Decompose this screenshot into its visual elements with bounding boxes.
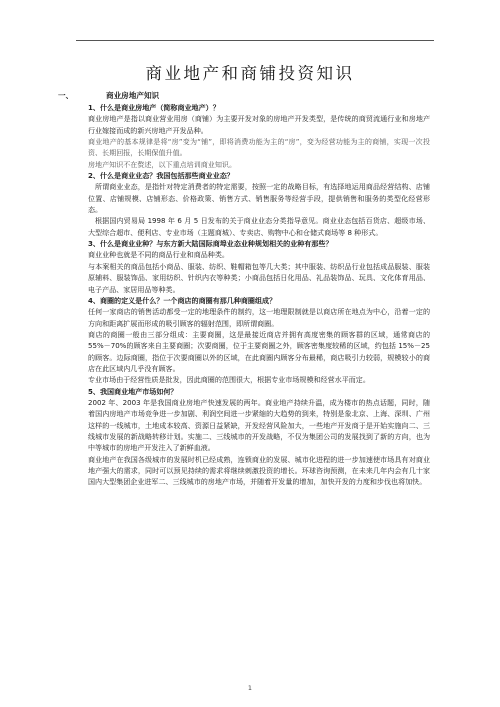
question-heading: 3、什么是商业业种？与东方新大陆国际商埠业态业种规划相关的业种有那些？: [88, 239, 333, 249]
section-title: 商业房地产知识: [106, 91, 160, 100]
document-body: [88, 102, 430, 488]
document-title: 商业地产和商铺投资知识: [145, 64, 355, 83]
body-paragraph: 商业地产的基本规律是将“房”变为“铺”，即将消费功能为主的“房”，变为经营功能为主的商铺，实现一次投资、长期回报，长期保值升值。: [88, 137, 430, 158]
section-number: 一、: [58, 91, 74, 100]
body-paragraph: 根据国内贸易局 1998 年 6 月 5 日发布的关于商业业态分类指导意见。商业业态包括百货店、超级市场、大型综合超市、便利店、专业市场（主题商城）、专卖店、购物中心和仓储式商场等 8 种形式。: [88, 216, 430, 237]
body-paragraph: 所谓商业业态，是指针对特定消费者的特定需要，按照一定的战略目标，有选择地运用商品经营结构、店铺位置、店铺规模、店铺形态、价格政策、销售方式、销售服务等经营手段，提供销售和服务的类型化经营形态。: [88, 182, 430, 215]
page-number: 1: [247, 684, 253, 692]
body-paragraph: 商店的商圈一般由三部分组成：主要商圈，这是最接近商店并拥有高度密集的顾客群的区域，通常商店的 55%－70%的顾客来自主要商圈；次要商圈，位于主要商圈之外，顾客密集度较稀的区域，约包括 15%－25 的顾客。边际商圈，指位于次要商圈以外的区域，在此商圈内顾客分布最稀，商店吸引力较弱，规模较小的商店在此区域内几乎没有顾客。: [88, 329, 430, 373]
header-rule: [76, 40, 434, 41]
body-paragraph: 商业房地产是指以商业营业用房（商铺）为主要开发对象的房地产开发类型，是传统的商贸流通行业和房地产行业嫁接而成的新兴房地产开发品种。: [88, 114, 430, 135]
body-paragraph: 商业地产在我国各级城市的发展时机已经成熟，连锁商业的发展、城市化进程的进一步加速使市场具有对商业地产强大的需求，同时可以预见持续的需求将继续刺激投资的增长。环球咨询预测，在未来几年内会有几十家国内大型集团企业进军二、三线城市的房地产市场，并随着开发量的增加，加快开发的力度和步伐也将加快。: [88, 454, 430, 487]
question-heading: 4、商圈的定义是什么？一个商店的商圈有那几种商圈组成？: [88, 295, 277, 305]
body-paragraph: 任何一家商店的销售活动都受一定的地理条件的制约，这一地理限制就是以商店所在地点为中心，沿着一定的方向和距离扩展而形成的吸引顾客的辐射范围，即所谓商圈。: [88, 307, 430, 328]
question-heading: 5、我国商业地产市场如何？: [88, 386, 178, 396]
question-heading: 1、什么是商业房地产（简称商业地产）？: [88, 103, 220, 112]
body-paragraph: 2002 年、2003 年是我国商业房地产快速发展的两年。商业地产持续升温，成为楼市的热点话题，同时，随着国内房地产市场竞争进一步加剧、利润空间进一步紧缩的大趋势的到来，特别是象北京、上海、深圳、广州这样的一线城市，土地成本较高、资源日益紧缺，开发经营风险加大，一些地产开发商于是开始实施向二、三线城市发展的新战略转移计划。实施二、三线城市的开发战略，不仅为集团公司的发展找到了新的方向，也为中等城市的房地产开发注入了新鲜血液。: [88, 397, 430, 453]
body-paragraph: 房地产知识不在赘述，以下重点培训商业知识。: [88, 159, 236, 169]
section-heading: [58, 90, 159, 101]
body-paragraph: 与本案相关的商品包括小商品、服装、纺织、鞋帽箱包等几大类；其中服装、纺织品行业包括成品服装、服装原辅料、服装饰品、家用纺织、针织内衣等种类；小商品包括日化用品、礼品装饰品、玩具、文化体育用品、电子产品、家居用品等种类。: [88, 261, 430, 294]
body-paragraph: 商业业种也就是不同的商品行业和商品种类。: [88, 250, 229, 260]
question-heading: 2、什么是商业业态？我国包括那些商业业态？: [88, 171, 234, 181]
body-paragraph: 专业市场由于经营性质是批发，因此商圈的范围很大，根据专业市场规模和经营水平而定。: [88, 375, 370, 385]
